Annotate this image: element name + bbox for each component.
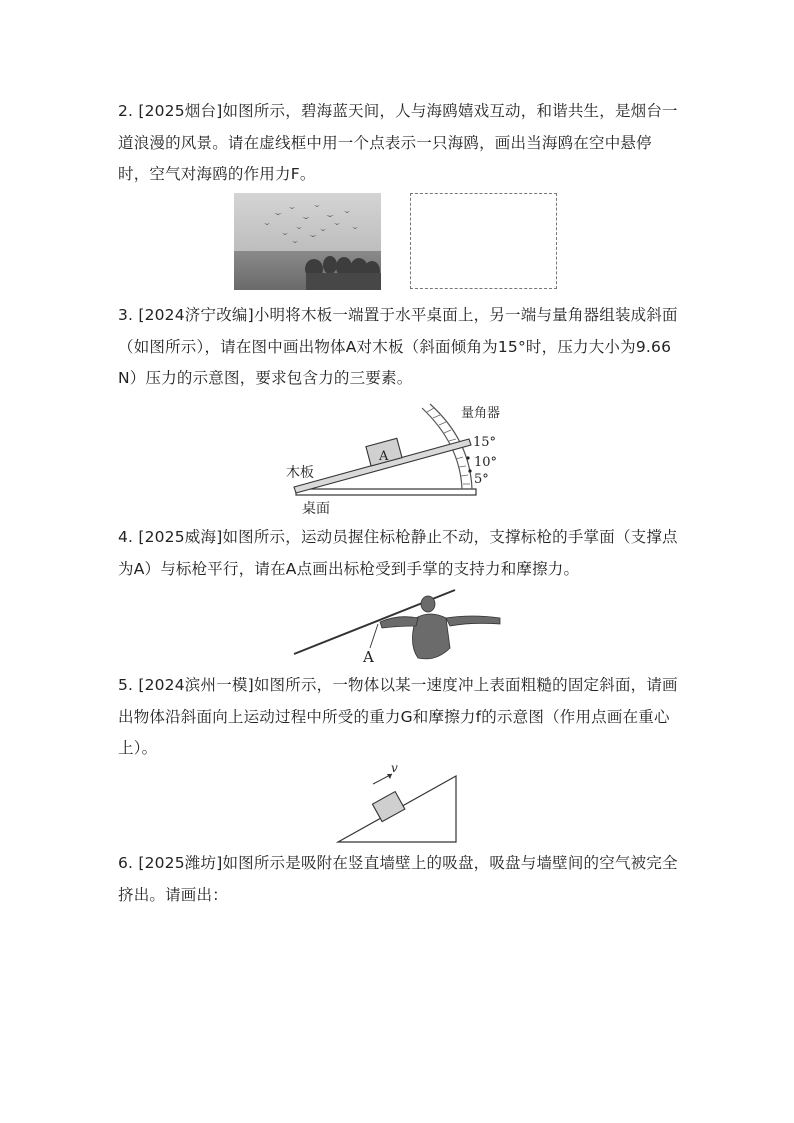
- angle-15-label: 15°: [473, 435, 497, 450]
- question-2-text: 2. [2025烟台]如图所示，碧海蓝天间，人与海鸥嬉戏互动，和谐共生，是烟台一道浪漫的风景。请在虚线框中用一个点表示一只海鸥，画出当海鸥在空中悬停时，空气对海鸥的作用力F。: [118, 102, 678, 183]
- answer-box[interactable]: [410, 193, 557, 289]
- angle-10-label: 10°: [474, 455, 498, 470]
- incline-block-figure: [336, 760, 460, 844]
- incline-protractor-figure: [280, 400, 510, 518]
- javelin-athlete-figure: [290, 588, 506, 666]
- protractor-label: 量角器: [461, 406, 501, 421]
- block-A-label: A: [379, 449, 389, 464]
- seagull-photo: [234, 193, 381, 290]
- table-label: 桌面: [302, 501, 330, 517]
- velocity-label: v: [391, 761, 398, 775]
- angle-5-label: 5°: [474, 472, 489, 487]
- point-A-label: A: [363, 648, 374, 666]
- question-6-text: 6. [2025潍坊]如图所示是吸附在竖直墙壁上的吸盘，吸盘与墙壁间的空气被完全挤出。请画出：: [118, 854, 678, 904]
- question-5-text: 5. [2024滨州一模]如图所示，一物体以某一速度冲上表面粗糙的固定斜面，请画出物体沿斜面向上运动过程中所受的重力G和摩擦力f的示意图（作用点画在重心上）。: [118, 676, 678, 757]
- question-3-text: 3. [2024济宁改编]小明将木板一端置于水平桌面上，另一端与量角器组装成斜面（如图所示），请在图中画出物体A对木板（斜面倾角为15°时，压力大小为9.66 N）压力的示意图，要求包含力的三要素。: [118, 306, 678, 387]
- question-4-text: 4. [2025威海]如图所示，运动员握住标枪静止不动，支撑标枪的手掌面（支撑点为A）与标枪平行，请在A点画出标枪受到手掌的支持力和摩擦力。: [118, 528, 678, 578]
- table-surface: [296, 489, 476, 495]
- board-label: 木板: [286, 465, 314, 481]
